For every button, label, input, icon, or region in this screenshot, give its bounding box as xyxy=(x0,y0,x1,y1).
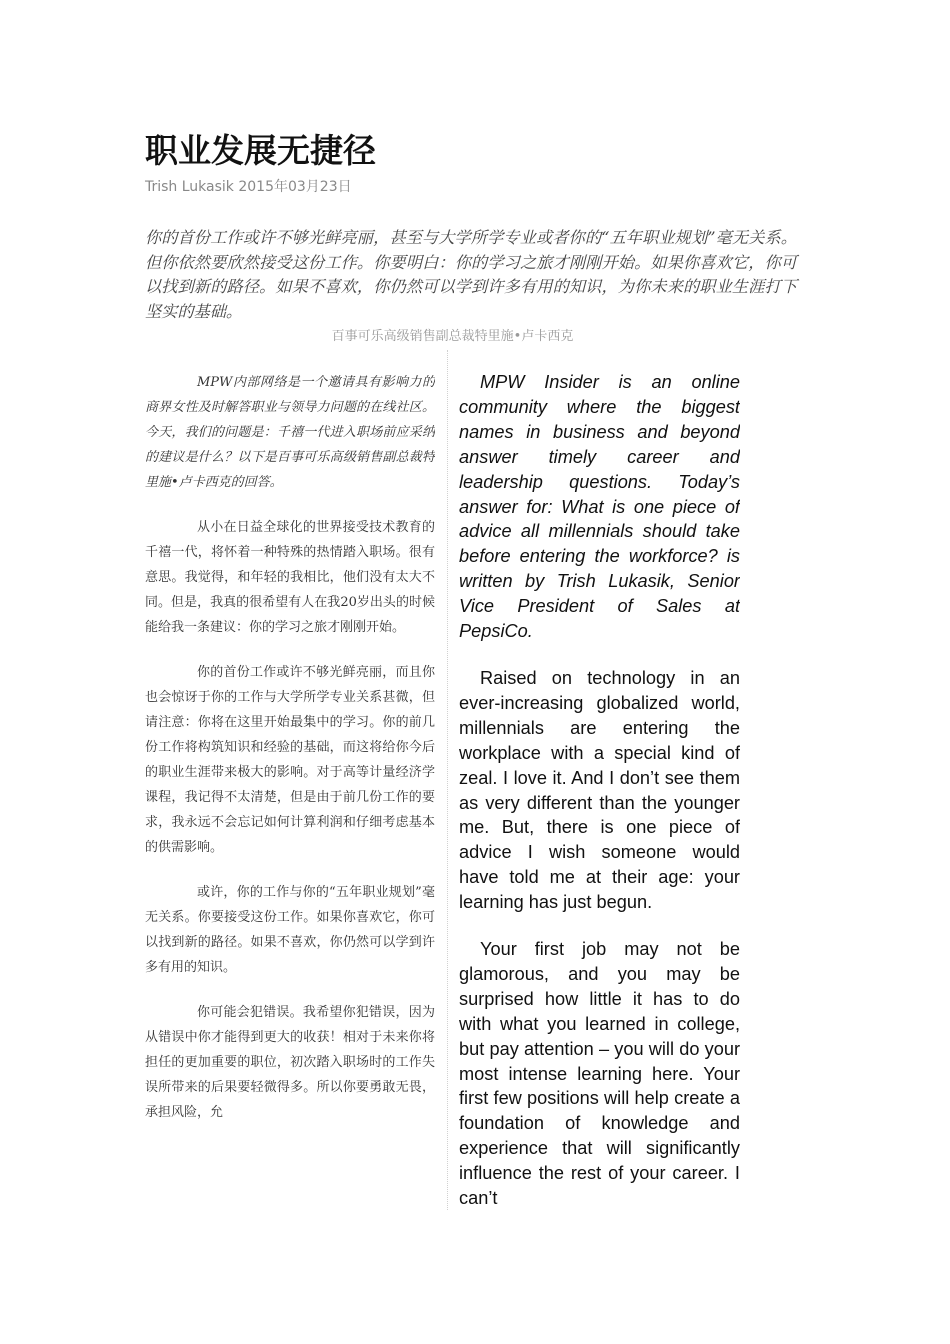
cn-paragraph: 你的首份工作或许不够光鲜亮丽，而且你也会惊讶于你的工作与大学所学专业关系甚微，但请注意：你将在这里开始最集中的学习。你的前几份工作将构筑知识和经验的基础，而这将给你今后的职业生涯带来极大的影响。对于高等计量经济学课程，我记得不太清楚，但是由于前几份工作的要求，我永远不会忘记如何计算利润和仔细考虑基本的供需影响。 xyxy=(145,665,435,855)
cn-paragraph: 或许，你的工作与你的“五年职业规划”毫无关系。你要接受这份工作。如果你喜欢它，你可以找到新的路径。如果不喜欢，你仍然可以学到许多有用的知识。 xyxy=(145,885,435,975)
en-paragraph: Your first job may not be glamorous, and you may be surprised how little it has to do with what you learned in college, but pay attention – you will do your most intense learning here. Your first few positions will help create a foundation of knowledge and experience that will significantly influence the rest of your career. I can’t xyxy=(459,939,740,1209)
cn-paragraph: 从小在日益全球化的世界接受技术教育的千禧一代，将怀着一种特殊的热情踏入职场。很有意思。我觉得，和年轻的我相比，他们没有太大不同。但是，我真的很希望有人在我20岁出头的时候能给我一条建议：你的学习之旅才刚刚开始。 xyxy=(145,520,435,635)
en-paragraph: Raised on technology in an ever-increasing globalized world, millennials are entering the workplace with a special kind of zeal. I love it. And I don’t see them as very different than the younger me. But, there is one piece of advice I wish someone would have told me at their age: your learning has just begun. xyxy=(459,667,740,913)
chinese-column xyxy=(145,370,435,1210)
intro-quote: 你的首份工作或许不够光鲜亮丽，甚至与大学所学专业或者你的“五年职业规划”毫无关系。但你依然要欣然接受这份工作。你要明白：你的学习之旅才刚刚开始。如果你喜欢它，你可以找到新的路径。如果不喜欢，你仍然可以学到许多有用的知识，为你未来的职业生涯打下坚实的基础。 xyxy=(145,228,797,322)
article-title: 职业发展无捷径 xyxy=(145,131,376,170)
column-divider xyxy=(447,350,448,1210)
english-column xyxy=(459,370,740,1210)
article-byline: Trish Lukasik 2015年03月23日 xyxy=(145,179,352,195)
cn-paragraph-intro: MPW内部网络是一个邀请具有影响力的商界女性及时解答职业与领导力问题的在线社区。今天，我们的问题是：千禧一代进入职场前应采纳的建议是什么？以下是百事可乐高级销售副总裁特里施•卢卡西克的回答。 xyxy=(145,375,435,490)
quote-attribution: 百事可乐高级销售副总裁特里施•卢卡西克 xyxy=(331,329,574,344)
cn-paragraph: 你可能会犯错误。我希望你犯错误，因为从错误中你才能得到更大的收获！相对于未来你将担任的更加重要的职位，初次踏入职场时的工作失误所带来的后果要轻微得多。所以你要勇敢无畏，承担风险，允 xyxy=(145,1005,435,1120)
en-paragraph-intro: MPW Insider is an online community where the biggest names in business and beyond answer timely career and leadership questions. Today’s answer for: What is one piece of advice all millennials should take before entering the workforce? is written by Trish Lukasik, Senior Vice President of Sales at PepsiCo. xyxy=(459,372,740,642)
